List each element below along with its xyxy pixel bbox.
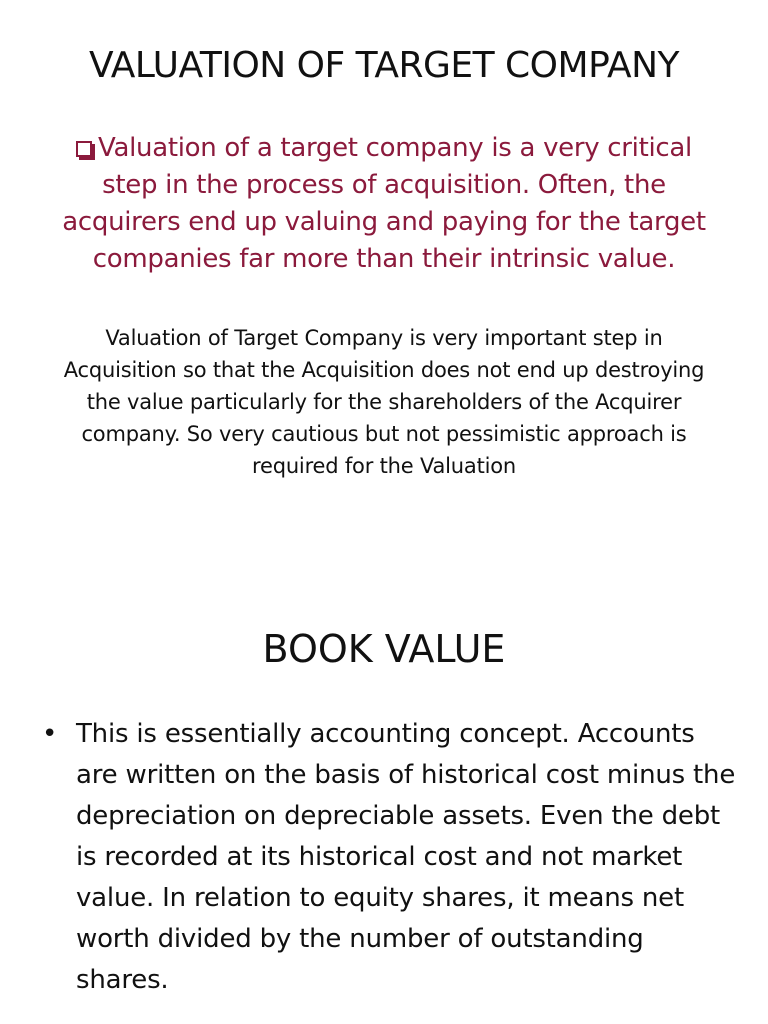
slide-book-value: [0, 560, 768, 1024]
slide-title: VALUATION OF TARGET COMPANY: [88, 45, 680, 86]
slide-title: BOOK VALUE: [262, 627, 506, 671]
checkbox-icon: [76, 141, 92, 157]
accent-paragraph-text: Valuation of a target company is a very critical step in the process of acquisition. Often, the acquirers end up valuing and paying for the target companies far more than their intrinsic value.: [62, 133, 706, 274]
bullet-dot-icon: •: [42, 719, 58, 749]
body-paragraph: Valuation of Target Company is very important step in Acquisition so that the Acquisition does not end up destroying the value particularly for the shareholders of the Acquirer company. So very cautious but not pessimistic approach is required for the Valuation: [63, 326, 705, 478]
list-item: [40, 714, 740, 1001]
bullet-list: [40, 714, 740, 1001]
bullet-text: This is essentially accounting concept. Accounts are written on the basis of historical cost minus the depreciation on depreciable assets. Even the debt is recorded at its historical cost and not market value. In relation to equity shares, it means net worth divided by the number of outstanding shares.: [76, 719, 736, 995]
accent-paragraph: [56, 130, 712, 278]
